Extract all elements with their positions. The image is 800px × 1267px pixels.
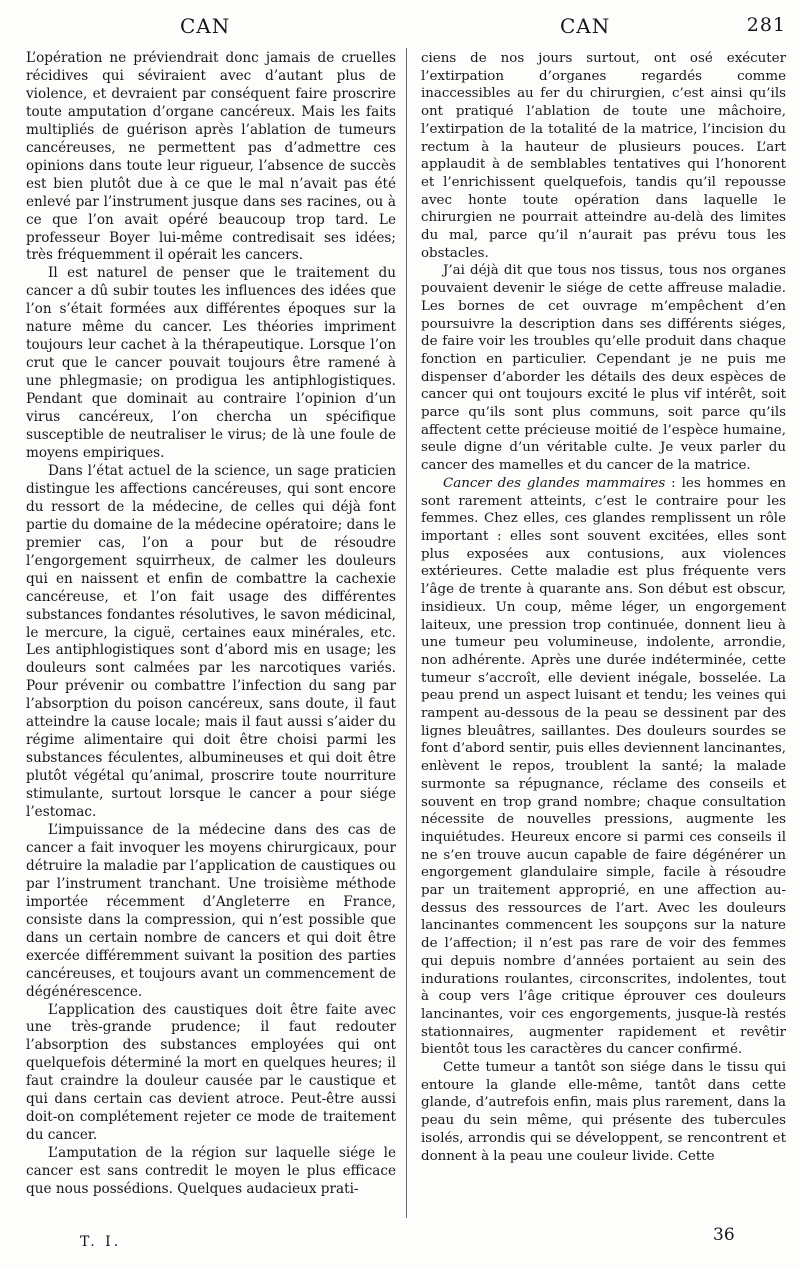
right-column	[421, 50, 786, 1165]
left-column	[26, 50, 396, 1199]
paragraph: Cette tumeur a tantôt son siége dans le tissu qui entoure la glande elle-même, tantôt dans cette glande, d’autrefois enfin, mais plus rarement, dans la peau du sein même, qui présente des tubercules isolés, arrondis qui se développent, se rencontrent et donnent à la peau une couleur livide. Cette	[421, 1060, 786, 1164]
page-number: 281	[746, 14, 786, 36]
paragraph: L’amputation de la région sur laquelle siége le cancer est sans contredit le moyen le plus efficace que nous possédions. Quelques audacieux prati-	[26, 1145, 396, 1198]
sheet-number: 36	[713, 1225, 735, 1245]
paragraph: L’impuissance de la médecine dans des cas de cancer a fait invoquer les moyens chirurgicaux, pour détruire la maladie par l’application de caustiques ou par l’instrument tranchant. Une troisième méthode importée récemment d’Angleterre en France, consiste dans la compression, qui n’est possible que dans un certain nombre de cancers et qui doit être exercée différemment suivant la position des parties cancéreuses, et toujours avant un commencement de dégénérescence.	[26, 821, 396, 1000]
paragraph	[421, 475, 786, 1059]
paragraph: Il est naturel de penser que le traitement du cancer a dû subir toutes les influences des idées que l’on s’était formées aux différentes époques sur la nature même du cancer. Les théories impriment toujours leur cachet à la thérapeutique. Lorsque l’on crut que le cancer pouvait toujours être ramené à une phlegmasie; on prodigua les antiphlogistiques. Pendant que dominait au contraire l’opinion d’un virus cancéreux, l’on chercha un spécifique susceptible de neutraliser le virus; de là une foule de moyens empiriques.	[26, 265, 396, 461]
paragraph: L’opération ne préviendrait donc jamais de cruelles récidives qui séviraient avec d’autant plus de violence, et devraient par conséquent faire proscrire toute amputation d’organe cancéreux. Mais les faits multipliés de guérison après l’ablation de tumeurs cancéreuses, ne permettent pas d’admettre ces opinions dans toute leur rigueur, l’absence de succès est bien plutôt due à ce que le mal n’avait pas été enlevé par l’instrument jusque dans ses racines, ou à ce que l’on avait opéré beaucoup trop tard. Le professeur Boyer lui-même contredisait ses idées; très fréquemment il opérait les cancers.	[26, 50, 396, 264]
signature-mark: T. I.	[80, 1234, 122, 1250]
paragraph-text: : les hommes en sont rarement atteints, c’est le contraire pour les femmes. Chez elles, ces glandes remplissent un rôle important : elles sont souvent excitées, elles sont plus exposées aux contusions, aux violences extérieures. Cette maladie est plus fréquente vers l’âge de trente à quarante ans. Son début est obscur, insidieux. Un coup, même léger, un engorgement laiteux, une pression trop continuée, donnent lieu à une tumeur peu volumineuse, indolente, arrondie, non adhérente. Après une durée indéterminée, cette tumeur s’accroît, elle devient inégale, bosselée. La peau prend un aspect luisant et tendu; les veines qui rampent au-dessous de la peau se dessinent par des lignes bleuâtres, saillantes. Des douleurs sourdes se font d’abord sentir, puis elles deviennent lancinantes, enlèvent le repos, troublent la santé; la malade surmonte sa répugnance, réclame des conseils et souvent en trop grand nombre; chaque consultation nécessite de nouvelles pressions, augmente les inquiétudes. Heureux encore si parmi ces conseils il ne s’en trouve aucun capable de faire dégénérer un engorgement glandulaire simple, facile à résoudre par un traitement approprié, en une affection au-dessus des ressources de l’art. Avec les douleurs lancinantes commencent les soupçons sur la nature de l’affection; il n’est pas rare de voir des femmes qui depuis nombre d’années portaient au sein des indurations roulantes, circonscrites, indolentes, tout à coup vers l’âge critique éprouver ces douleurs lancinantes, voir ces engorgements, jusque-là restés stationnaires, augmenter rapidement et revêtir bientôt tous les caractères du cancer confirmé.	[421, 475, 787, 1058]
section-heading: Cancer des glandes mammaires	[443, 475, 666, 491]
paragraph: L’application des caustiques doit être faite avec une très-grande prudence; il faut redouter l’absorption des substances employées qui ont quelquefois déterminé la mort en quelques heures; il faut craindre la douleur causée par le caustique et qui dans certain cas devient atroce. Peut-être aussi doit-on complétement rejeter ce mode de traitement du cancer.	[26, 1001, 396, 1144]
column-divider	[406, 48, 407, 1218]
paragraph: J’ai déjà dit que tous nos tissus, tous nos organes pouvaient devenir le siége de cette affreuse maladie. Les bornes de cet ouvrage m’empêchent d’en poursuivre la description dans ses différents siéges, de faire voir les troubles qu’elle produit dans chaque fonction en particulier. Cependant je ne puis me dispenser d’aborder les détails des deux espèces de cancer qui ont toujours excité le plus vif intérêt, soit parce qu’ils sont plus communs, soit parce qu’ils affectent cette précieuse moitié de l’espèce humaine, seule digne d’un véritable culte. Je veux parler du cancer des mamelles et du cancer de la matrice.	[421, 263, 786, 474]
running-head-left: CAN	[180, 14, 231, 38]
running-head-right: CAN	[560, 14, 611, 38]
paragraph: ciens de nos jours surtout, ont osé exécuter l’extirpation d’organes regardés comme inaccessibles au fer du chirurgien, c’est ainsi qu’ils ont pratiqué l’ablation de toute une mâchoire, l’extirpation de la totalité de la matrice, l’incision du rectum à la hauteur de plusieurs pouces. L’art applaudit à de semblables tentatives qui l’honorent et l’enrichissent quelquefois, tandis qu’il repousse avec honte toute opération dans laquelle le chirurgien ne pourrait atteindre au-delà des limites du mal, parce qu’il n’aurait pas prévu tous les obstacles.	[421, 51, 786, 261]
paragraph: Dans l’état actuel de la science, un sage praticien distingue les affections cancéreuses, qui sont encore du ressort de la médecine, de celles qui déjà font partie du domaine de la médecine opératoire; dans le premier cas, l’on a pour but de résoudre l’engorgement squirrheux, de calmer les douleurs qui en naissent et enfin de combattre la cachexie cancéreuse, et l’on fait usage des différentes substances fondantes résolutives, le savon médicinal, le mercure, la ciguë, certaines eaux minérales, etc. Les antiphlogistiques sont d’abord mis en usage; les douleurs sont calmées par les narcotiques variés. Pour prévenir ou combattre l’infection du sang par l’absorption du poison cancéreux, sans doute, il faut atteindre la cause locale; mais il faut aussi s’aider du régime alimentaire qui doit être choisi parmi les substances féculentes, albumineuses et qui doit être plutôt végétal qu’animal, proscrire toute nourriture stimulante, surtout lorsque le cancer a pour siége l’estomac.	[26, 462, 396, 821]
